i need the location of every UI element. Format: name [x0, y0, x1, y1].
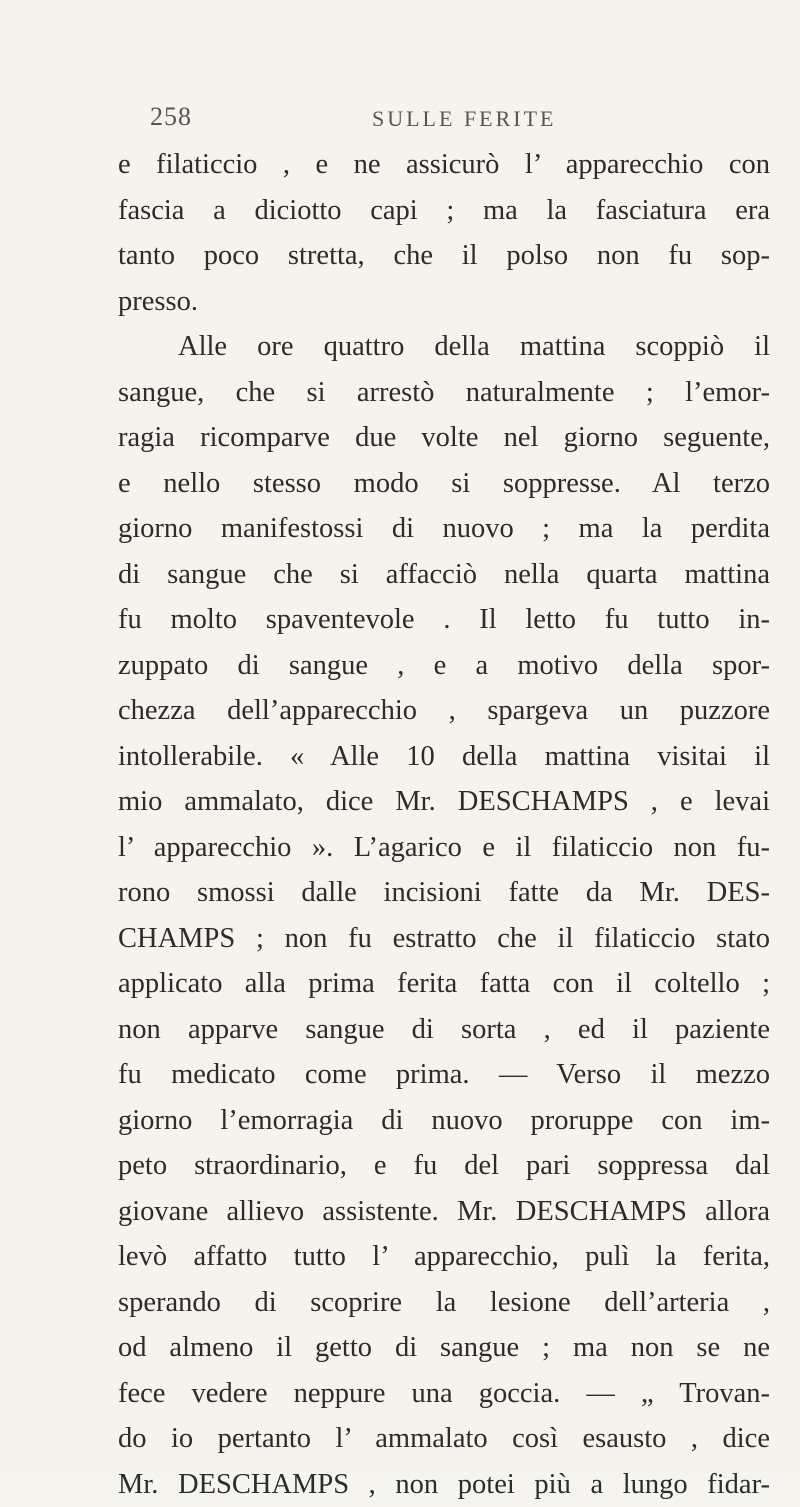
- text-line: zuppato di sangue , e a motivo della spor-: [118, 643, 770, 689]
- text-line: e filaticcio , e ne assicurò l’ apparecchio con: [118, 142, 770, 188]
- text-line: CHAMPS ; non fu estratto che il filaticcio stato: [118, 916, 770, 962]
- text-line: Alle ore quattro della mattina scoppiò il: [118, 324, 770, 370]
- text-line: od almeno il getto di sangue ; ma non se ne: [118, 1325, 770, 1371]
- text-line: ragia ricomparve due volte nel giorno seguente,: [118, 415, 770, 461]
- text-line: presso.: [118, 279, 770, 325]
- text-line: applicato alla prima ferita fatta con il coltello ;: [118, 961, 770, 1007]
- text-line: fece vedere neppure una goccia. — „ Trovan-: [118, 1371, 770, 1417]
- text-line: di sangue che si affacciò nella quarta mattina: [118, 552, 770, 598]
- text-line: Mr. DESCHAMPS , non potei più a lungo fidar-: [118, 1462, 770, 1507]
- text-line: sangue, che si arrestò naturalmente ; l’emor-: [118, 370, 770, 416]
- text-line: intollerabile. « Alle 10 della mattina visitai il: [118, 734, 770, 780]
- text-line: non apparve sangue di sorta , ed il paziente: [118, 1007, 770, 1053]
- text-line: giorno l’emorragia di nuovo proruppe con im-: [118, 1098, 770, 1144]
- text-line: chezza dell’apparecchio , spargeva un puzzore: [118, 688, 770, 734]
- text-line: fu medicato come prima. — Verso il mezzo: [118, 1052, 770, 1098]
- text-line: mio ammalato, dice Mr. DESCHAMPS , e levai: [118, 779, 770, 825]
- text-line: l’ apparecchio ». L’agarico e il filaticcio non fu-: [118, 825, 770, 871]
- text-line: do io pertanto l’ ammalato così esausto , dice: [118, 1416, 770, 1462]
- text-line: fascia a diciotto capi ; ma la fasciatura era: [118, 188, 770, 234]
- page-header: [30, 102, 770, 142]
- text-line: levò affatto tutto l’ apparecchio, pulì la ferita,: [118, 1234, 770, 1280]
- body-text: [118, 142, 770, 1507]
- text-line: sperando di scoprire la lesione dell’arteria ,: [118, 1280, 770, 1326]
- text-line: e nello stesso modo si soppresse. Al terzo: [118, 461, 770, 507]
- running-head: SULLE FERITE: [372, 106, 557, 132]
- text-line: peto straordinario, e fu del pari soppressa dal: [118, 1143, 770, 1189]
- text-line: giorno manifestossi di nuovo ; ma la perdita: [118, 506, 770, 552]
- text-line: rono smossi dalle incisioni fatte da Mr. DES-: [118, 870, 770, 916]
- text-line: fu molto spaventevole . Il letto fu tutto in-: [118, 597, 770, 643]
- text-line: tanto poco stretta, che il polso non fu sop-: [118, 233, 770, 279]
- page-number: 258: [150, 102, 192, 132]
- text-line: giovane allievo assistente. Mr. DESCHAMPS allora: [118, 1189, 770, 1235]
